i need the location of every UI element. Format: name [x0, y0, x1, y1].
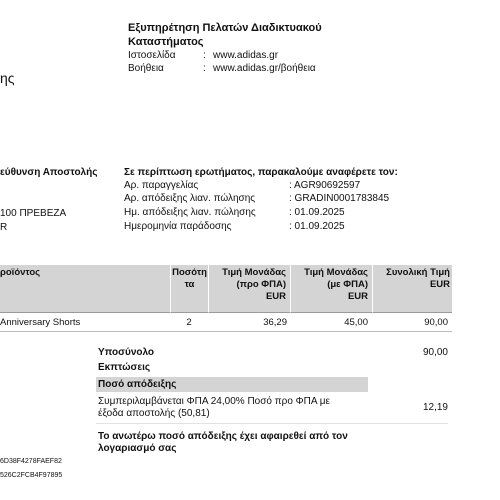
help-link[interactable]: www.adidas.gr/βοήθεια	[213, 63, 316, 74]
header-quantity: Ποσότη τα	[170, 265, 208, 313]
reference-label: Ημερομηνία παράδοσης	[124, 221, 232, 232]
help-sep: :	[203, 63, 206, 74]
reference-value: : GRADIN0001783845	[289, 193, 390, 204]
note-line2: λογαριασμό σας	[98, 443, 177, 454]
totals-divider	[96, 423, 448, 424]
vat-line1: Συμπεριλαμβάνεται ΦΠΑ 24,00% Ποσό προ ΦΠΑ με	[98, 396, 330, 407]
reference-heading: Σε περίπτωση ερωτήματος, παρακαλούμε αναφέρετε τον:	[124, 167, 398, 178]
vat-line2: έξοδα αποστολής (50,81)	[98, 408, 210, 419]
support-title-line1: Εξυπηρέτηση Πελατών Διαδικτυακού	[128, 22, 322, 34]
reference-label: Ημ. απόδειξης λιαν. πώλησης	[124, 207, 256, 218]
shipping-heading: εύθυνση Αποστολής	[0, 167, 98, 178]
shipping-line3: R	[0, 222, 8, 233]
item-quantity: 2	[186, 317, 192, 328]
reference-value: : 01.09.2025	[289, 221, 345, 232]
item-unit-price-net: 36,29	[263, 317, 287, 328]
item-unit-price-gross: 45,00	[344, 317, 368, 328]
subtotal-value: 90,00	[422, 347, 448, 358]
reference-label: Αρ. παραγγελίας	[124, 180, 199, 191]
receipt-amount-label: Ποσό απόδειξης	[98, 379, 177, 390]
reference-value: : 01.09.2025	[289, 207, 345, 218]
help-label: Βοήθεια	[128, 63, 164, 74]
website-link[interactable]: www.adidas.gr	[213, 50, 279, 61]
header-unit-price-gross: Τιμή Μονάδας (με ΦΠΑ) EUR	[290, 265, 372, 313]
header-product: ροϊόντος	[0, 265, 170, 313]
item-product: Anniversary Shorts	[0, 317, 81, 328]
header-unit-price-net: Τιμή Μονάδας (προ ΦΠΑ) EUR	[208, 265, 290, 313]
website-sep: :	[203, 50, 206, 61]
code-line2: 526C2FCB4F97895	[0, 472, 63, 479]
website-label: Ιστοσελίδα	[128, 50, 176, 61]
header-total-price: Συνολική Τιμή EUR	[372, 265, 452, 313]
reference-label: Αρ. απόδειξης λιαν. πώλησης	[124, 193, 256, 204]
vat-value: 12,19	[422, 402, 448, 413]
item-total-price: 90,00	[424, 317, 448, 328]
note-line1: Το ανωτέρω ποσό απόδειξης έχει αφαιρεθεί από τον	[98, 431, 348, 442]
discounts-label: Εκπτώσεις	[98, 362, 151, 373]
shipping-city: 100 ΠΡΕΒΕΖΑ	[0, 208, 67, 219]
support-title-line2: Καταστήματος	[128, 36, 204, 48]
row-divider	[0, 331, 452, 332]
code-line1: 6D38F4278FAEF82	[0, 458, 62, 465]
document-title-fragment: ης	[0, 70, 15, 86]
reference-value: : AGR90692597	[289, 180, 361, 191]
subtotal-label: Υποσύνολο	[98, 347, 155, 358]
